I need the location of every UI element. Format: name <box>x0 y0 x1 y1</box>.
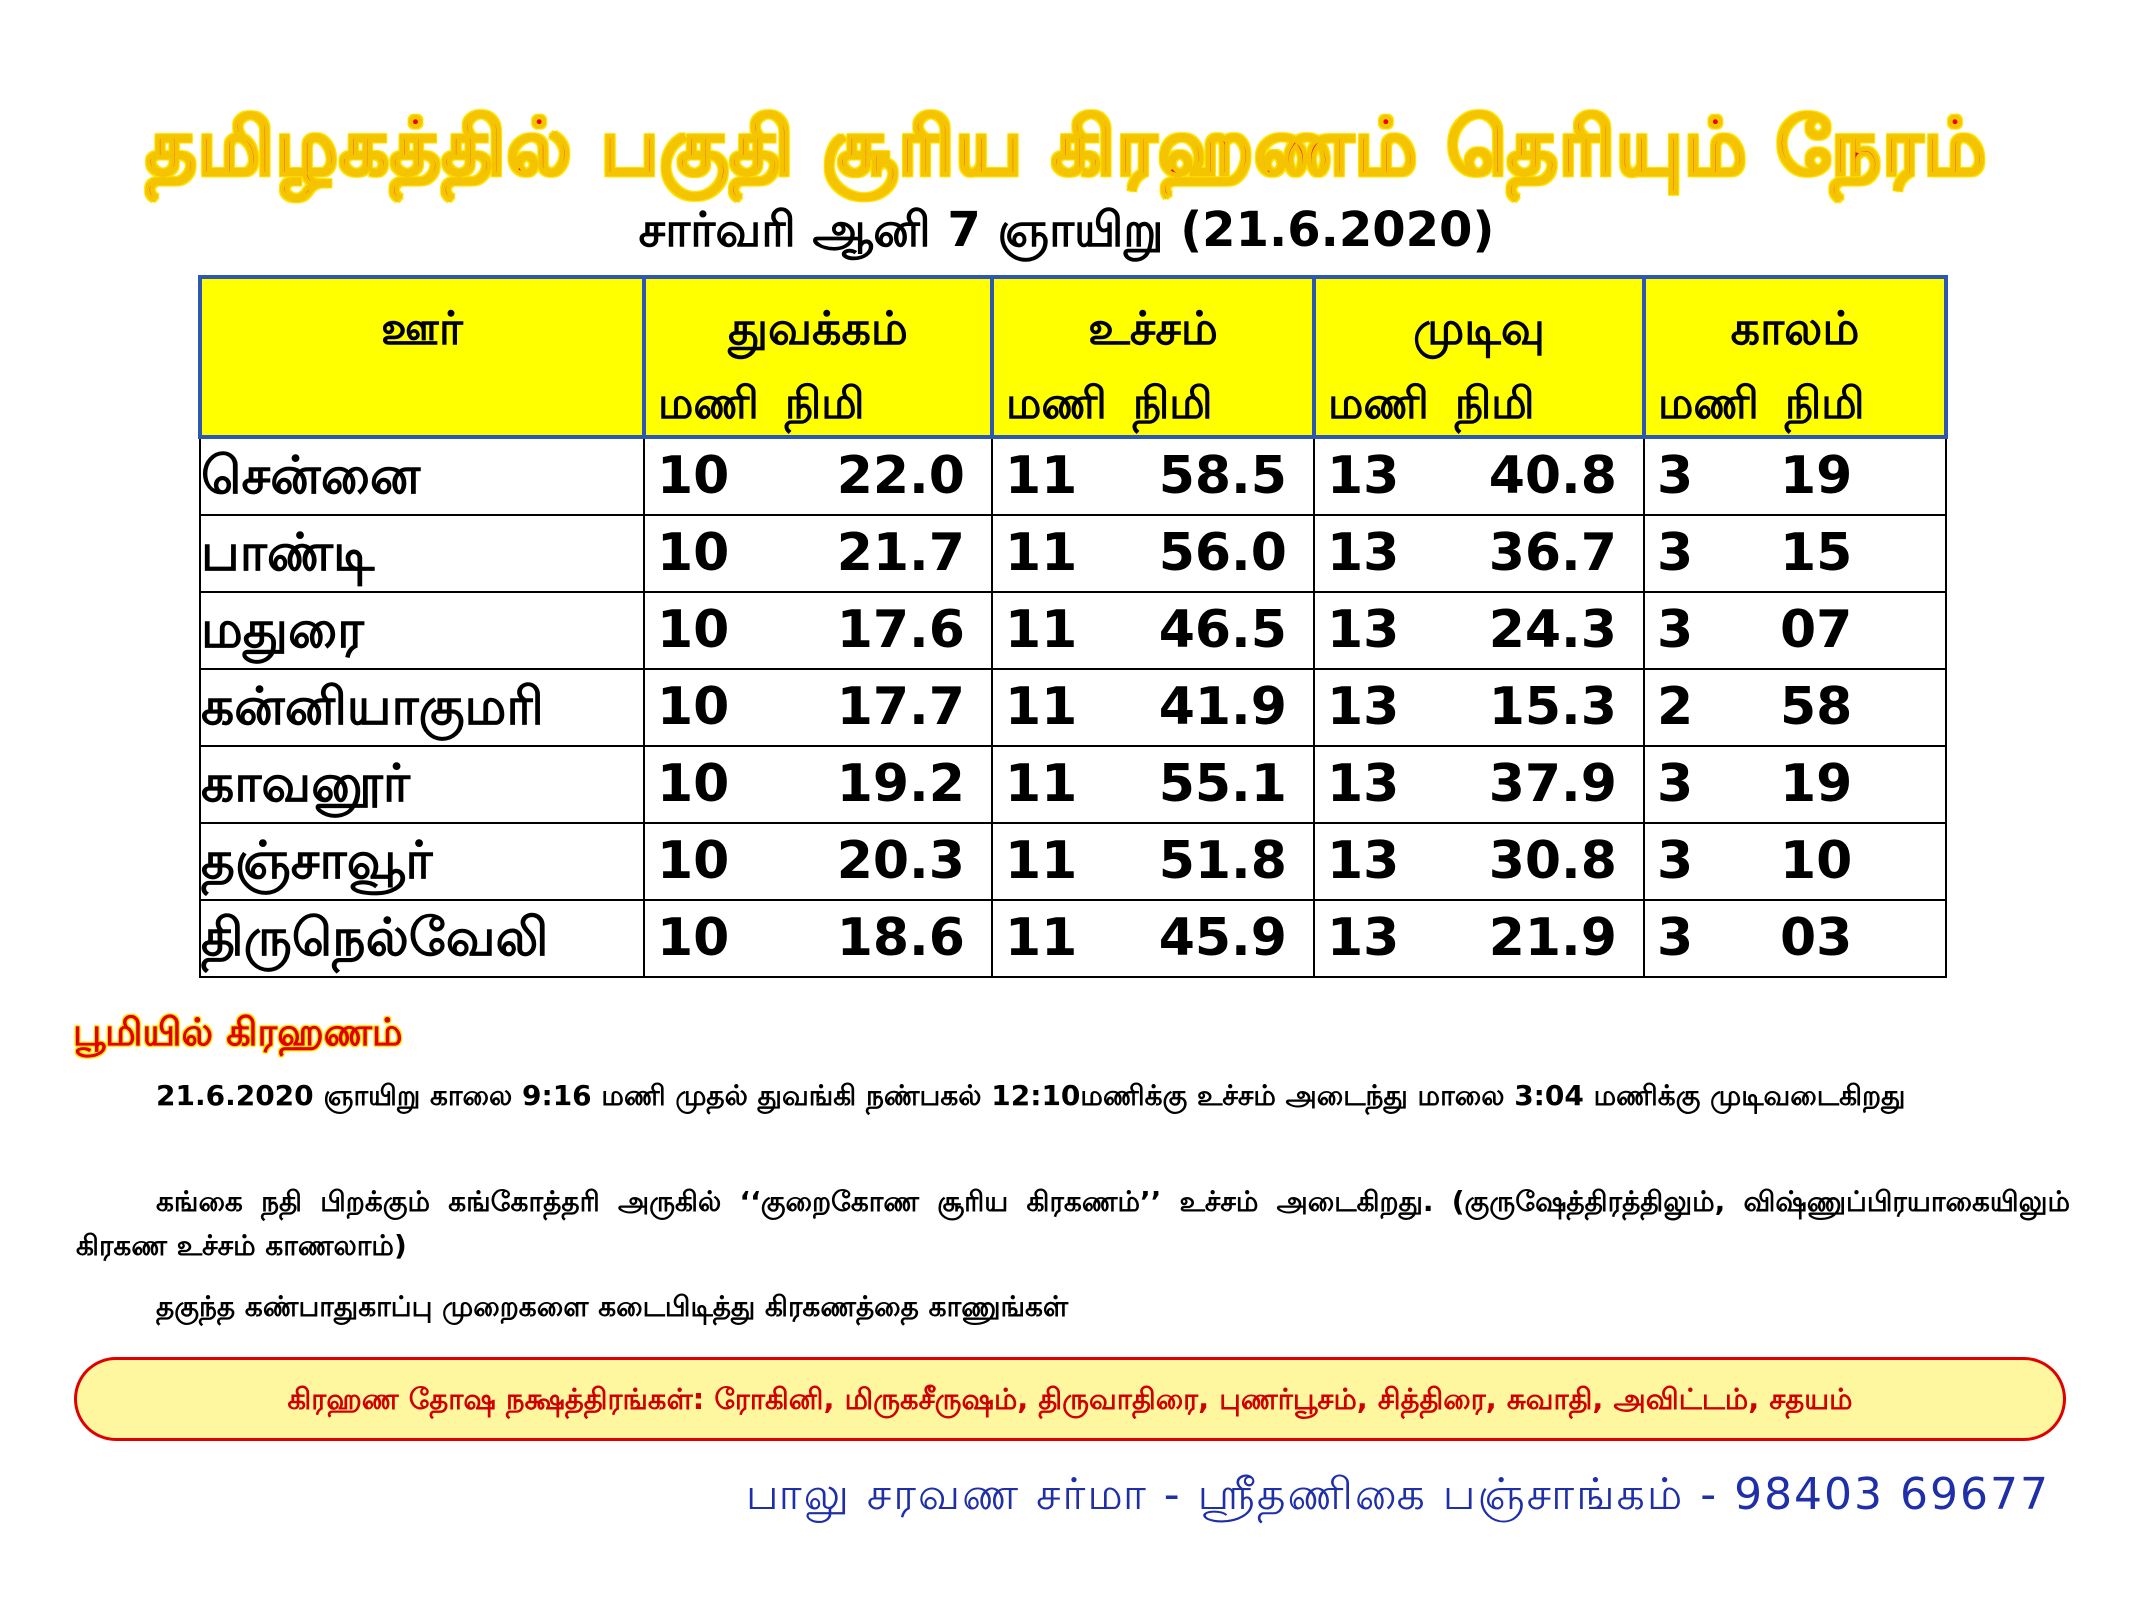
header-hour-label: மணி <box>1006 378 1107 429</box>
table-row <box>200 437 1946 515</box>
duration-minute: 10 <box>1780 831 1853 891</box>
peak-minute: 55.1 <box>1158 754 1287 814</box>
duration-hour: 3 <box>1657 600 1694 660</box>
header-hour-label: மணி <box>1328 378 1429 429</box>
end-hour: 13 <box>1327 446 1400 506</box>
peak-minute: 41.9 <box>1158 677 1287 737</box>
duration-hour: 3 <box>1657 831 1694 891</box>
place-cell: மதுரை <box>200 592 644 669</box>
header-place <box>200 277 644 437</box>
header-minute-label: நிமி <box>1454 378 1535 429</box>
paragraph-1 <box>76 1074 2070 1118</box>
start-minute: 22.0 <box>836 446 965 506</box>
start-minute: 18.6 <box>836 908 965 968</box>
start-hour: 10 <box>657 677 730 737</box>
page-subtitle: சார்வரி ஆனி 7 ஞாயிறு (21.6.2020) <box>638 202 1495 258</box>
start-minute: 17.7 <box>836 677 965 737</box>
end-minute: 24.3 <box>1488 600 1617 660</box>
start-hour: 10 <box>657 908 730 968</box>
duration-hour: 3 <box>1657 446 1694 506</box>
place-cell: தஞ்சாவூர் <box>200 823 644 900</box>
section-heading: பூமியில் கிரஹணம் <box>73 1010 403 1054</box>
header-hour-label: மணி <box>658 378 759 429</box>
start-hour: 10 <box>657 523 730 583</box>
start-hour: 10 <box>657 831 730 891</box>
dosha-stars-box <box>74 1357 2066 1441</box>
place-cell: சென்னை <box>200 437 644 515</box>
table-row <box>200 823 1946 900</box>
place-cell: காவனூர் <box>200 746 644 823</box>
peak-hour: 11 <box>1005 523 1078 583</box>
table-row <box>200 515 1946 592</box>
start-hour: 10 <box>657 600 730 660</box>
table-row <box>200 900 1946 977</box>
end-hour: 13 <box>1327 908 1400 968</box>
peak-minute: 46.5 <box>1158 600 1287 660</box>
duration-minute: 07 <box>1780 600 1853 660</box>
dosha-stars-text: கிரஹண தோஷ நக்ஷத்திரங்கள்: ரோகினி, மிருகசீருஷம், திருவாதிரை, புணர்பூசம், சித்திரை, சுவாதி, அவிட்டம், சதயம் <box>287 1382 1853 1416</box>
peak-hour: 11 <box>1005 600 1078 660</box>
duration-minute: 58 <box>1780 677 1853 737</box>
header-duration <box>1644 277 1946 437</box>
header-start-label: துவக்கம் <box>728 301 908 355</box>
peak-hour: 11 <box>1005 908 1078 968</box>
end-hour: 13 <box>1327 677 1400 737</box>
duration-hour: 3 <box>1657 523 1694 583</box>
start-minute: 19.2 <box>836 754 965 814</box>
start-minute: 17.6 <box>836 600 965 660</box>
end-minute: 15.3 <box>1488 677 1617 737</box>
header-duration-label: காலம் <box>1730 301 1860 355</box>
paragraph-1-text: 21.6.2020 ஞாயிறு காலை 9:16 மணி முதல் துவங்கி நண்பகல் 12:10மணிக்கு உச்சம் அடைந்து மாலை 3:04 மணிக்கு முடிவடைகிறது <box>156 1079 1906 1112</box>
header-end-label: முடிவு <box>1413 301 1545 355</box>
paragraph-3 <box>76 1285 2070 1329</box>
paragraph-3-text: தகுந்த கண்பாதுகாப்பு முறைகளை கடைபிடித்து கிரகணத்தை காணுங்கள் <box>156 1290 1069 1323</box>
header-start <box>644 277 992 437</box>
header-end <box>1314 277 1644 437</box>
start-hour: 10 <box>657 446 730 506</box>
end-hour: 13 <box>1327 600 1400 660</box>
eclipse-timing-table <box>198 275 1948 978</box>
header-peak <box>992 277 1314 437</box>
paragraph-2-text: கங்கை நதி பிறக்கும் கங்கோத்தரி அருகில் ‘‘குறைகோண சூரிய கிரகணம்’’ உச்சம் அடைகிறது. (குருஷேத்திரத்திலும், விஷ்ணுப்பிரயாகையிலும் கிரகண உச்சம் காணலாம்) <box>76 1185 2070 1262</box>
end-hour: 13 <box>1327 831 1400 891</box>
header-place-label: ஊர் <box>381 301 463 355</box>
peak-hour: 11 <box>1005 446 1078 506</box>
paragraph-2 <box>76 1180 2070 1268</box>
duration-minute: 19 <box>1780 446 1853 506</box>
table-row <box>200 669 1946 746</box>
start-hour: 10 <box>657 754 730 814</box>
duration-hour: 3 <box>1657 908 1694 968</box>
page-title: தமிழகத்தில் பகுதி சூரிய கிரஹணம் தெரியும் நேரம் <box>145 103 1988 193</box>
table-row <box>200 592 1946 669</box>
peak-minute: 58.5 <box>1158 446 1287 506</box>
end-hour: 13 <box>1327 754 1400 814</box>
duration-hour: 2 <box>1657 677 1694 737</box>
peak-minute: 56.0 <box>1158 523 1287 583</box>
peak-minute: 45.9 <box>1158 908 1287 968</box>
header-hour-label: மணி <box>1658 378 1759 429</box>
table-header-row <box>200 277 1946 437</box>
place-cell: கன்னியாகுமரி <box>200 669 644 746</box>
header-minute-label: நிமி <box>1132 378 1213 429</box>
peak-hour: 11 <box>1005 677 1078 737</box>
peak-hour: 11 <box>1005 754 1078 814</box>
duration-minute: 03 <box>1780 908 1853 968</box>
end-minute: 36.7 <box>1488 523 1617 583</box>
header-minute-label: நிமி <box>1784 378 1865 429</box>
header-peak-label: உச்சம் <box>1088 301 1218 355</box>
end-hour: 13 <box>1327 523 1400 583</box>
place-cell: திருநெல்வேலி <box>200 900 644 977</box>
end-minute: 40.8 <box>1488 446 1617 506</box>
duration-minute: 19 <box>1780 754 1853 814</box>
end-minute: 30.8 <box>1488 831 1617 891</box>
place-cell: பாண்டி <box>200 515 644 592</box>
footer-signature: பாலு சரவண சர்மா - ஸ்ரீதணிகை பஞ்சாங்கம் - 98403 69677 <box>745 1469 2050 1520</box>
peak-minute: 51.8 <box>1158 831 1287 891</box>
end-minute: 21.9 <box>1488 908 1617 968</box>
duration-hour: 3 <box>1657 754 1694 814</box>
duration-minute: 15 <box>1780 523 1853 583</box>
start-minute: 20.3 <box>836 831 965 891</box>
table-row <box>200 746 1946 823</box>
start-minute: 21.7 <box>836 523 965 583</box>
end-minute: 37.9 <box>1488 754 1617 814</box>
peak-hour: 11 <box>1005 831 1078 891</box>
header-minute-label: நிமி <box>784 378 865 429</box>
